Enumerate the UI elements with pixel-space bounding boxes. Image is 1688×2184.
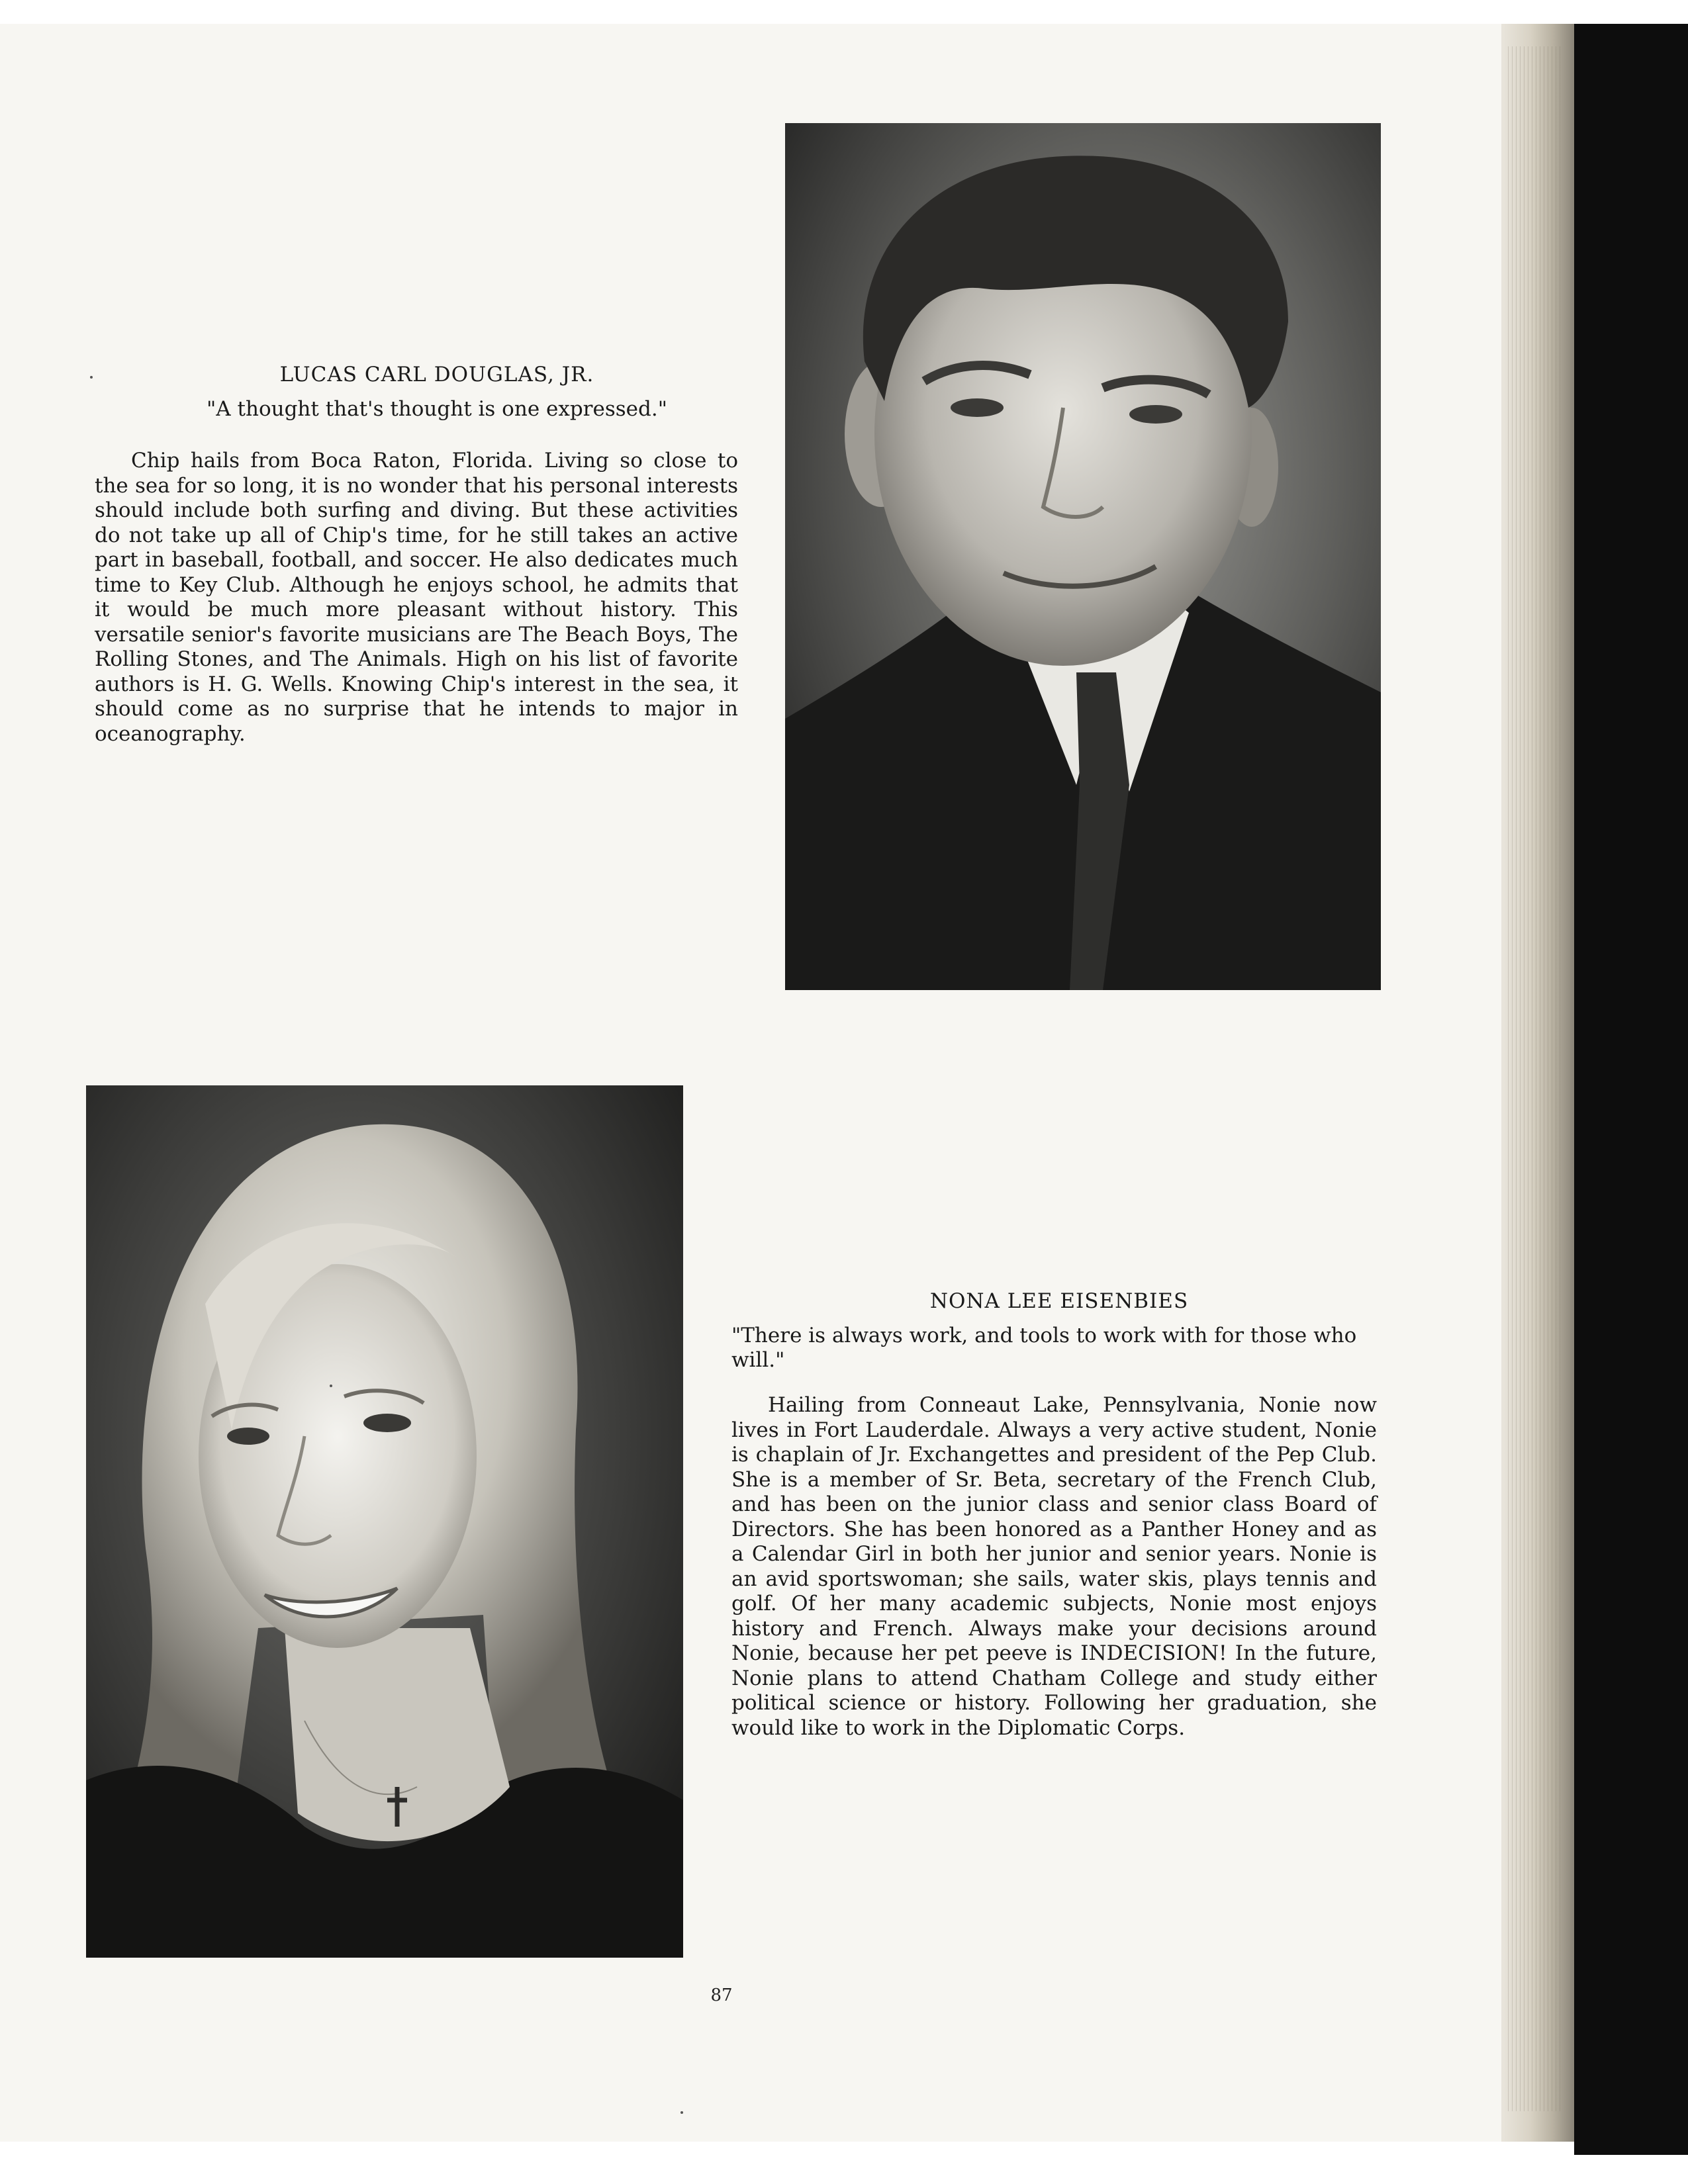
senior-quote-eisenbies: "There is always work, and tools to work with for those who will.": [731, 1324, 1357, 1372]
page-edges: [1508, 46, 1561, 2111]
senior-bio-eisenbies: Hailing from Conneaut Lake, Pennsylvania, Nonie now lives in Fort Lauderdale. Always a very active student, Nonie is chaplain of Jr. Exchangettes and president of the Pep Club. She is a member of Sr. Beta, secretary of the French Club, and has been on the junior class and senior class Board of Directors. She has been honored as a Panther Honey and as a Calendar Girl in both her junior and senior years. Nonie is an avid sportswoman; she sails, water skis, plays tennis and golf. Of her many academic subjects, Nonie most enjoys history and French. Always make your decisions around Nonie, because her pet peeve is INDECISION! In the future, Nonie plans to attend Chatham College and study either political science or history. Following her graduation, she would like to work in the Diplomatic Corps.: [731, 1393, 1377, 1740]
portrait-photo-douglas: [785, 123, 1381, 990]
senior-name-eisenbies: NONA LEE EISENBIES: [929, 1289, 1189, 1313]
page-number: 87: [710, 1985, 733, 2005]
book-cover-edge: [1574, 24, 1688, 2155]
portrait-photo-eisenbies: [86, 1085, 683, 1958]
senior-name-douglas: LUCAS CARL DOUGLAS, JR.: [279, 363, 594, 387]
senior-quote-douglas: "A thought that's thought is one expressed.": [207, 397, 667, 421]
scan-speck: [680, 2111, 683, 2114]
senior-bio-douglas: Chip hails from Boca Raton, Florida. Living so close to the sea for so long, it is no wonder that his personal interests should include both surfing and diving. But these activities do not take up all of Chip's time, for he still takes an active part in baseball, football, and soccer. He also dedicates much time to Key Club. Although he enjoys school, he admits that it would be much more pleasant without history. This versatile senior's favorite musicians are The Beach Boys, The Rolling Stones, and The Animals. High on his list of favorite authors is H. G. Wells. Knowing Chip's interest in the sea, it should come as no surprise that he intends to major in oceanography.: [95, 449, 738, 746]
scan-speck: [90, 376, 93, 379]
scan-speck: [330, 1385, 332, 1387]
